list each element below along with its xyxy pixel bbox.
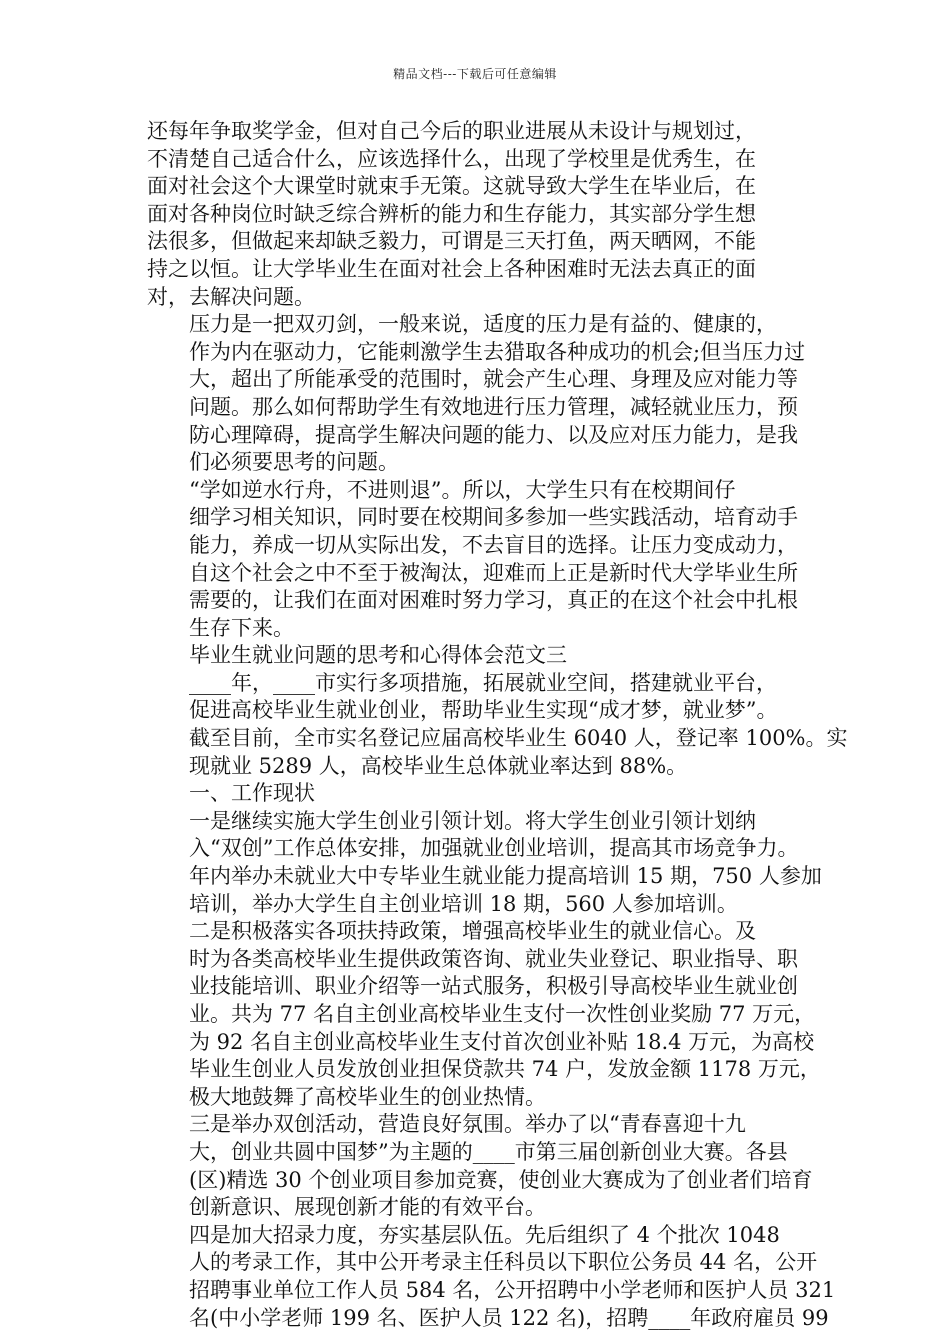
text-line: 业技能培训、职业介绍等一站式服务，积极引导高校毕业生就业创 xyxy=(189,974,798,999)
text-line: 面对各种岗位时缺乏综合辨析的能力和生存能力，其实部分学生想 xyxy=(147,201,756,226)
text-line: 自这个社会之中不至于被淘汰，迎难而上正是新时代大学毕业生所 xyxy=(189,560,798,585)
paragraph xyxy=(147,477,805,643)
paragraph xyxy=(147,642,805,670)
text-line: 需要的，让我们在面对困难时努力学习，真正的在这个社会中扎根 xyxy=(189,588,798,613)
text-line: 作为内在驱动力，它能刺激学生去猎取各种成功的机会;但当压力过 xyxy=(189,339,806,364)
paragraph xyxy=(147,311,805,477)
text-line: 人的考录工作，其中公开考录主任科员以下职位公务员 44 名，公开 xyxy=(189,1250,818,1275)
text-line: 截至目前，全市实名登记应届高校毕业生 6040 人，登记率 100%。实 xyxy=(189,726,848,751)
text-line: 大，超出了所能承受的范围时，就会产生心理、身理及应对能力等 xyxy=(189,367,798,392)
text-line: 四是加大招录力度，夯实基层队伍。先后组织了 4 个批次 1048 xyxy=(189,1222,780,1247)
text-line: 法很多，但做起来却缺乏毅力，可谓是三天打鱼，两天晒网，不能 xyxy=(147,229,756,254)
text-line: 名(中小学老师 199 名、医护人员 122 名)，招聘____年政府雇员 99 xyxy=(189,1305,829,1330)
text-line: 面对社会这个大课堂时就束手无策。这就导致大学生在毕业后，在 xyxy=(147,174,756,199)
text-line: ____年，____市实行多项措施，拓展就业空间，搭建就业平台， xyxy=(189,670,777,695)
paragraph xyxy=(147,1111,813,1221)
text-line: 不清楚自己适合什么，应该选择什么，出现了学校里是优秀生，在 xyxy=(147,146,756,171)
paragraph xyxy=(147,808,822,918)
text-line: (区)精选 30 个创业项目参加竞赛，使创业大赛成为了创业者们培育 xyxy=(189,1167,813,1192)
text-line: 极大地鼓舞了高校毕业生的创业热情。 xyxy=(189,1084,546,1109)
text-line: 生存下来。 xyxy=(189,615,294,640)
text-line: 时为各类高校毕业生提供政策咨询、就业失业登记、职业指导、职 xyxy=(189,946,798,971)
text-line: 问题。那么如何帮助学生有效地进行压力管理，减轻就业压力，预 xyxy=(189,394,798,419)
text-line: 们必须要思考的问题。 xyxy=(189,450,399,475)
text-line: 能力，养成一切从实际出发，不去盲目的选择。让压力变成动力， xyxy=(189,532,798,557)
page-header: 精品文档---下载后可任意编辑 xyxy=(393,67,557,81)
text-line: 招聘事业单位工作人员 584 名，公开招聘中小学老师和医护人员 321 xyxy=(189,1277,836,1302)
text-line: 压力是一把双刃剑，一般来说，适度的压力是有益的、健康的， xyxy=(189,312,777,337)
text-line: 毕业生就业问题的思考和心得体会范文三 xyxy=(189,643,567,668)
text-line: 创新意识、展现创新才能的有效平台。 xyxy=(189,1195,546,1220)
text-line: 业。共为 77 名自主创业高校毕业生支付一次性创业奖励 77 万元， xyxy=(189,1002,816,1026)
paragraph xyxy=(147,780,805,808)
text-line: “学如逆水行舟，不进则退”。所以，大学生只有在校期间仔 xyxy=(189,477,736,502)
text-line: 培训，举办大学生自主创业培训 18 期，560 人参加培训。 xyxy=(189,891,738,916)
text-line: 促进高校毕业生就业创业，帮助毕业生实现“成才梦，就业梦”。 xyxy=(189,698,778,723)
text-line: 三是举办双创活动，营造良好氛围。举办了以“青春喜迎十九 xyxy=(189,1112,746,1137)
text-line: 为 92 名自主创业高校毕业生支付首次创业补贴 18.4 万元，为高校 xyxy=(189,1029,815,1054)
text-line: 二是积极落实各项扶持政策，增强高校毕业生的就业信心。及 xyxy=(189,919,756,944)
paragraph xyxy=(147,118,805,311)
text-line: 细学习相关知识，同时要在校期间多参加一些实践活动，培育动手 xyxy=(189,505,798,530)
paragraph xyxy=(147,670,848,780)
text-line: 一是继续实施大学生创业引领计划。将大学生创业引领计划纳 xyxy=(189,808,756,833)
text-line: 对，去解决问题。 xyxy=(147,284,315,309)
text-line: 还每年争取奖学金，但对自己今后的职业进展从未设计与规划过， xyxy=(147,119,756,143)
paragraph xyxy=(147,918,821,1111)
text-line: 一、工作现状 xyxy=(189,781,315,806)
paragraph xyxy=(147,1222,836,1332)
text-line: 现就业 5289 人，高校毕业生总体就业率达到 88%。 xyxy=(189,753,688,778)
text-line: 年内举办未就业大中专毕业生就业能力提高培训 15 期，750 人参加 xyxy=(189,864,822,889)
text-line: 防心理障碍，提高学生解决问题的能力、以及应对压力能力，是我 xyxy=(189,422,798,447)
document-body xyxy=(147,118,848,1332)
text-line: 毕业生创业人员发放创业担保贷款共 74 户，发放金额 1178 万元， xyxy=(189,1057,821,1082)
text-line: 持之以恒。让大学毕业生在面对社会上各种困难时无法去真正的面 xyxy=(147,256,756,281)
text-line: 入“双创”工作总体安排，加强就业创业培训，提高其市场竞争力。 xyxy=(189,836,799,861)
text-line: 大，创业共圆中国梦”为主题的____市第三届创新创业大赛。各县 xyxy=(189,1139,788,1164)
